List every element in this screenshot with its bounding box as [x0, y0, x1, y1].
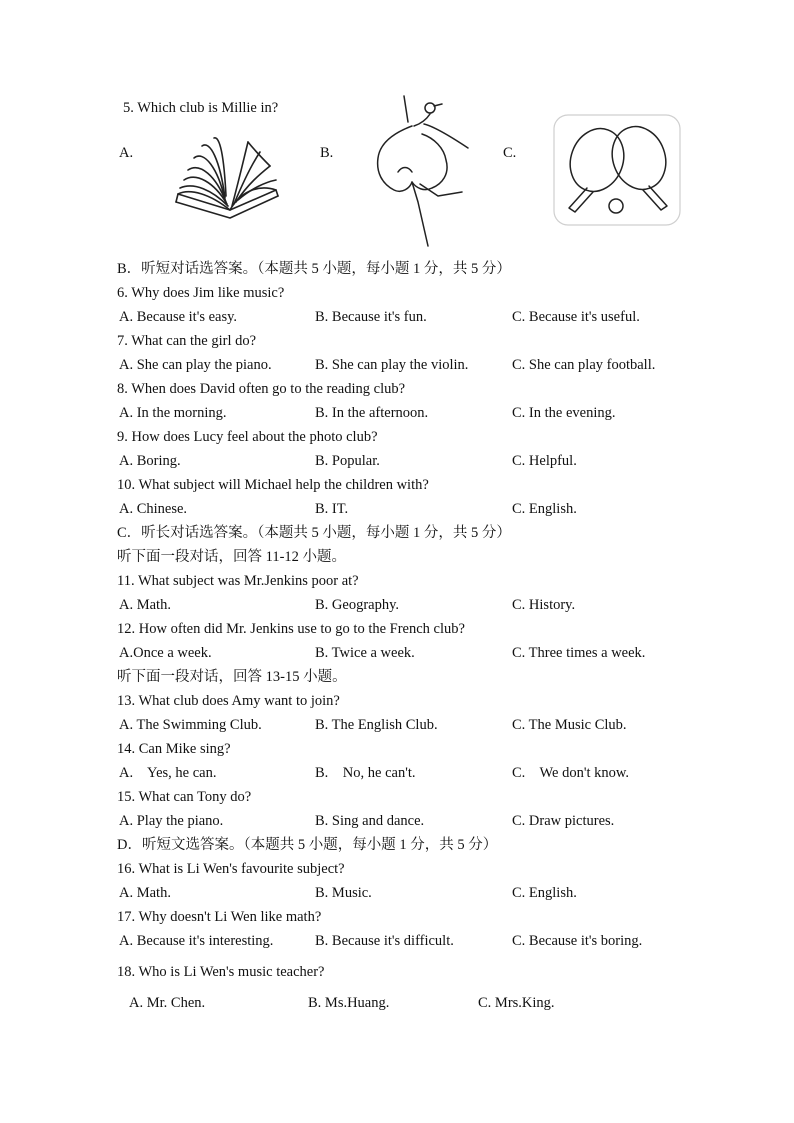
q12-option-c[interactable]: C. Three times a week. [512, 645, 646, 661]
q10-option-a[interactable]: A. Chinese. [119, 501, 188, 517]
q6-option-a[interactable]: A. Because it's easy. [119, 309, 238, 325]
q18-option-a[interactable]: A. Mr. Chen. [129, 995, 206, 1011]
q12-option-b[interactable]: B. Twice a week. [315, 645, 415, 661]
section-b-heading: B．听短对话选答案。（本题共 5 小题，每小题 1 分，共 5 分） [117, 261, 511, 277]
q9-option-c[interactable]: C. Helpful. [512, 453, 577, 469]
section-c-heading: C．听长对话选答案。（本题共 5 小题，每小题 1 分，共 5 分） [117, 525, 511, 541]
question-9: 9. How does Lucy feel about the photo club? [117, 429, 378, 445]
q10-option-c[interactable]: C. English. [512, 501, 577, 517]
q13-option-b[interactable]: B. The English Club. [315, 717, 438, 733]
question-7: 7. What can the girl do? [117, 333, 257, 349]
q7-option-a[interactable]: A. She can play the piano. [119, 357, 272, 373]
q14-option-a[interactable]: A. Yes, he can. [119, 765, 217, 781]
q13-option-a[interactable]: A. The Swimming Club. [119, 717, 262, 733]
q18-option-b[interactable]: B. Ms.Huang. [308, 995, 390, 1011]
open-book-icon [170, 132, 282, 224]
question-10: 10. What subject will Michael help the children with? [117, 477, 429, 493]
q16-option-c[interactable]: C. English. [512, 885, 577, 901]
question-5: 5. Which club is Millie in? [123, 100, 279, 116]
q7-option-c[interactable]: C. She can play football. [512, 357, 656, 373]
ballet-dancer-icon [372, 92, 477, 247]
q8-option-c[interactable]: C. In the evening. [512, 405, 616, 421]
option-label-a[interactable]: A. [119, 145, 134, 161]
q12-option-a[interactable]: A.Once a week. [119, 645, 212, 661]
q6-option-b[interactable]: B. Because it's fun. [315, 309, 427, 325]
q11-option-a[interactable]: A. Math. [119, 597, 171, 613]
q9-option-a[interactable]: A. Boring. [119, 453, 181, 469]
option-label-b[interactable]: B. [320, 145, 334, 161]
instruction-11-12: 听下面一段对话，回答 11-12 小题。 [117, 549, 347, 565]
section-d-heading: D．听短文选答案。（本题共 5 小题，每小题 1 分，共 5 分） [117, 837, 498, 853]
option-label-c[interactable]: C. [503, 145, 517, 161]
question-11: 11. What subject was Mr.Jenkins poor at? [117, 573, 359, 589]
instruction-13-15: 听下面一段对话，回答 13-15 小题。 [117, 669, 347, 685]
q17-option-b[interactable]: B. Because it's difficult. [315, 933, 454, 949]
question-6: 6. Why does Jim like music? [117, 285, 285, 301]
q18-option-c[interactable]: C. Mrs.King. [478, 995, 555, 1011]
q7-option-b[interactable]: B. She can play the violin. [315, 357, 469, 373]
q14-option-c[interactable]: C. We don't know. [512, 765, 630, 781]
question-18: 18. Who is Li Wen's music teacher? [117, 964, 325, 980]
question-15: 15. What can Tony do? [117, 789, 252, 805]
q15-option-a[interactable]: A. Play the piano. [119, 813, 224, 829]
q15-option-b[interactable]: B. Sing and dance. [315, 813, 425, 829]
q6-option-c[interactable]: C. Because it's useful. [512, 309, 640, 325]
question-16: 16. What is Li Wen's favourite subject? [117, 861, 345, 877]
q10-option-b[interactable]: B. IT. [315, 501, 349, 517]
ping-pong-paddles-icon [553, 114, 681, 226]
q17-option-a[interactable]: A. Because it's interesting. [119, 933, 274, 949]
question-13: 13. What club does Amy want to join? [117, 693, 340, 709]
q16-option-a[interactable]: A. Math. [119, 885, 171, 901]
q13-option-c[interactable]: C. The Music Club. [512, 717, 627, 733]
q17-option-c[interactable]: C. Because it's boring. [512, 933, 643, 949]
question-8: 8. When does David often go to the reading club? [117, 381, 406, 397]
question-14: 14. Can Mike sing? [117, 741, 231, 757]
q14-option-b[interactable]: B. No, he can't. [315, 765, 416, 781]
q11-option-c[interactable]: C. History. [512, 597, 576, 613]
q16-option-b[interactable]: B. Music. [315, 885, 372, 901]
q15-option-c[interactable]: C. Draw pictures. [512, 813, 615, 829]
question-12: 12. How often did Mr. Jenkins use to go to the French club? [117, 621, 465, 637]
q11-option-b[interactable]: B. Geography. [315, 597, 400, 613]
q8-option-b[interactable]: B. In the afternoon. [315, 405, 429, 421]
q8-option-a[interactable]: A. In the morning. [119, 405, 227, 421]
q9-option-b[interactable]: B. Popular. [315, 453, 380, 469]
question-17: 17. Why doesn't Li Wen like math? [117, 909, 322, 925]
